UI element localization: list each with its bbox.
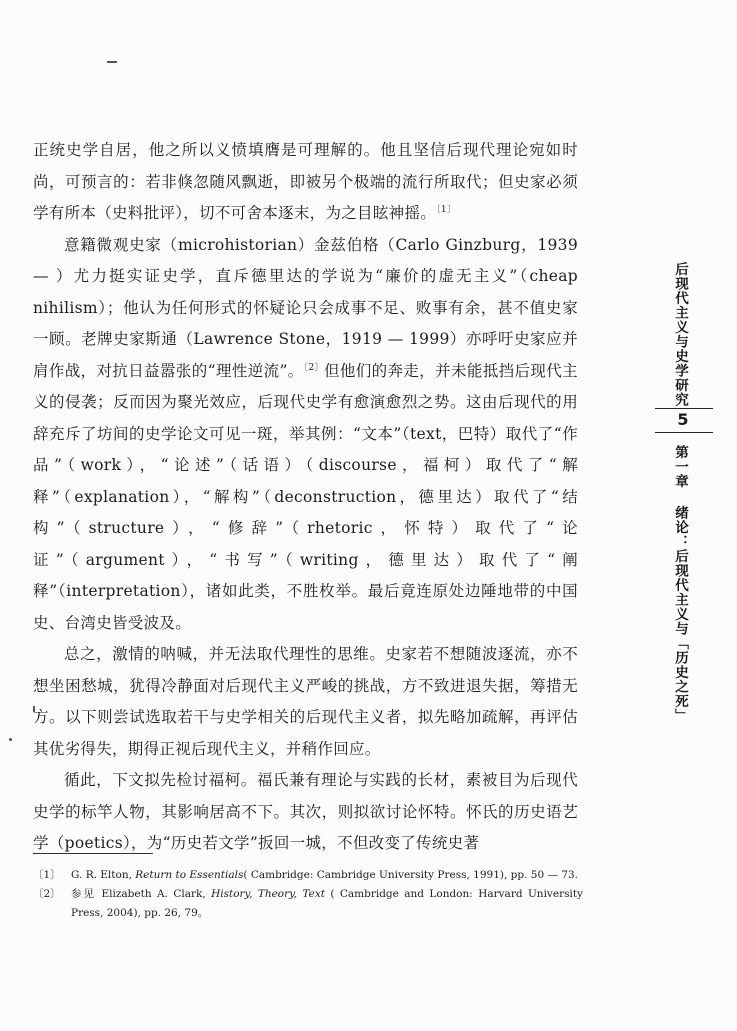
side-divider [655,432,713,433]
citation-title: History, Theory, Text [211,888,325,900]
body-text [33,135,578,860]
running-book-title: 后现代主义与史学研究 [672,262,688,407]
running-chapter-title [666,445,690,723]
chapter-title: 绪论：后现代主义与「历史之死」 [672,505,688,723]
scan-speck [9,738,12,741]
footnote-ref[interactable]: 〔2〕 [303,362,325,373]
footnote-mark: 〔1〕 [33,869,61,881]
footnote: 〔2〕 参见 Elizabeth A. Clark, History, Theory, Text ( Cambridge and London: Harvard University Press, 2004), pp. 26, 79。 [33,885,583,923]
chapter-label: 第一章 [672,445,688,489]
scan-speck [107,61,117,63]
paragraph: 正统史学自居，他之所以义愤填膺是可理解的。他且坚信后现代理论宛如时尚，可预言的：若非倏忽随风飘逝，即被另个极端的流行所取代；但史家必须学有所本（史料批评），切不可舍本逐末，为之目眩神摇。$^{〔1〕}$ [33,141,578,222]
footnote-ref[interactable]: 〔1〕 [436,204,457,215]
paragraph: 循此，下文拟先检讨福柯。福氏兼有理论与实践的长材，素被目为后现代史学的标竿人物，其影响居高不下。其次，则拟欲讨论怀特。怀氏的历史语艺学（poetics），为“历史若文学”扳回一城，不但改变了传统史著 [33,771,578,852]
paragraph: 总之，激情的呐喊，并无法取代理性的思维。史家若不想随波逐流，亦不想坐困愁城，犹得冷静面对后现代主义严峻的挑战，方不致进退失据，筹措无方。以下则尝试选取若干与史学相关的后现代主义者，拟先略加疏解，再评估其优劣得失，期得正视后现代主义，并稍作回应。 [33,645,578,758]
paragraph: 意籍微观史家（microhistorian）金兹伯格（Carlo Ginzburg，1939 — ）尤力挺实证史学，直斥德里达的学说为“廉价的虚无主义”（cheap nihilism）；他认为任何形式的怀疑论只会成事不足、败事有余，甚不值史家一顾。老牌史家斯通（Lawrence Stone，1919 — 1999）亦呼吁史家应并肩作战，对抗日益嚣张的“理性逆流”。$^{〔2〕}$但他们的奔走，并未能抵挡后现代主义的侵袭；反而因为聚光效应，后现代史学有愈演愈烈之势。这由后现代的用辞充斥了坊间的史学论文可见一斑，举其例：“文本”（text，巴特）取代了“作品”（work），“论述”（话语）（discourse，福柯）取代了“解释”（explanation），“解构”（deconstruction，德里达）取代了“结构”（structure），“修辞”（rhetoric，怀特）取代了“论证”（argument），“书写”（writing，德里达）取代了“阐释”（interpretation），诸如此类，不胜枚举。最后竟连原处边陲地带的中国史、台湾史皆受波及。 [33,235,578,632]
footnotes [33,866,583,923]
footnote: 〔1〕 G. R. Elton, Return to Essentials( Cambridge: Cambridge University Press, 1991), pp. 50 — 73. [33,866,583,885]
citation-title: Return to Essentials [135,869,244,881]
page-number: 5 [677,410,689,429]
footnote-mark: 〔2〕 [33,888,61,900]
footnote-divider [33,853,153,854]
